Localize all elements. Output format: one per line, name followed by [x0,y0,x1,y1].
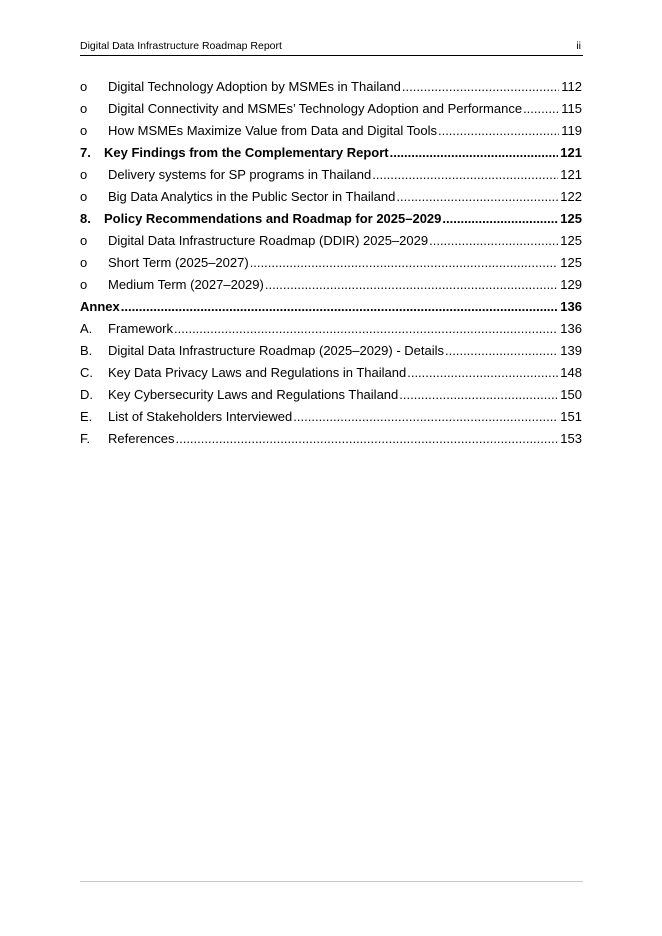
toc-entry-page-number: 119 [561,123,582,138]
toc-entry-title[interactable]: Key Data Privacy Laws and Regulations in Thailand [108,365,407,380]
toc-entry-page-number: 136 [560,321,582,336]
toc-entry-title[interactable]: Key Findings from the Complementary Report [104,145,389,160]
toc-entry-marker: C. [80,365,93,380]
toc-entry-page-number: 136 [560,299,582,314]
toc-entry[interactable] [80,76,582,98]
toc-entry-title[interactable]: How MSMEs Maximize Value from Data and Digital Tools [108,123,437,138]
toc-entry-page-number: 121 [560,145,582,160]
toc-entry[interactable] [80,428,582,450]
toc-entry-title[interactable]: Medium Term (2027–2029) [108,277,264,292]
toc-entry-title[interactable]: Policy Recommendations and Roadmap for 2025–2029 [104,211,442,226]
toc-entry-marker: o [80,79,88,94]
toc-entry-marker: o [80,189,88,204]
toc-entry-page-number: 129 [560,277,582,292]
toc-entry-title[interactable]: Key Cybersecurity Laws and Regulations Thailand [108,387,399,402]
toc-dot-leader [174,318,558,340]
toc-entry-page-number: 125 [560,255,582,270]
toc-entry-marker: D. [80,387,93,402]
toc-entry-page-number: 125 [560,233,582,248]
toc-entry-title[interactable]: Short Term (2025–2027) [108,255,249,270]
toc-entry-marker: o [80,255,88,270]
toc-entry-page-number: 121 [560,167,582,182]
header-title: Digital Data Infrastructure Roadmap Report [80,40,282,52]
toc-entry-page-number: 139 [560,343,582,358]
header-page-number: ii [576,40,581,52]
toc-entry-marker: 7. [80,145,91,160]
toc-entry-page-number: 148 [560,365,582,380]
toc-entry[interactable] [80,252,582,274]
toc-dot-leader [390,142,559,164]
toc-dot-leader [402,76,559,98]
toc-dot-leader [438,120,559,142]
toc-dot-leader [523,98,559,120]
toc-entry-marker: F. [80,431,91,446]
toc-entry[interactable] [80,318,582,340]
toc-entry-page-number: 151 [560,409,582,424]
page-header [80,40,583,56]
toc-entry-page-number: 115 [561,101,582,116]
toc-entry-title[interactable]: Big Data Analytics in the Public Sector in Thailand [108,189,396,204]
toc-dot-leader [442,208,558,230]
toc-entry-title[interactable]: Digital Technology Adoption by MSMEs in Thailand [108,79,401,94]
toc-dot-leader [407,362,558,384]
footer-divider [80,881,583,882]
toc-entry-title[interactable]: Annex [80,299,120,314]
toc-entry-marker: 8. [80,211,91,226]
toc-entry-title[interactable]: Digital Connectivity and MSMEs’ Technology Adoption and Performance [108,101,523,116]
toc-entry[interactable] [80,406,582,428]
table-of-contents [80,76,582,450]
toc-entry-page-number: 122 [560,189,582,204]
toc-entry-marker: E. [80,409,93,424]
toc-dot-leader [121,296,559,318]
toc-entry-page-number: 150 [560,387,582,402]
toc-entry-title[interactable]: Digital Data Infrastructure Roadmap (2025–2029) - Details [108,343,445,358]
toc-entry[interactable] [80,274,582,296]
toc-entry[interactable] [80,296,582,318]
toc-dot-leader [250,252,559,274]
toc-entry[interactable] [80,98,582,120]
toc-entry[interactable] [80,230,582,252]
toc-entry-page-number: 125 [560,211,582,226]
toc-entry-marker: A. [80,321,93,336]
toc-entry[interactable] [80,120,582,142]
toc-entry[interactable] [80,142,582,164]
toc-entry-marker: o [80,277,88,292]
toc-dot-leader [445,340,558,362]
toc-entry-marker: B. [80,343,93,358]
toc-dot-leader [429,230,558,252]
toc-dot-leader [175,428,558,450]
toc-entry[interactable] [80,362,582,384]
toc-entry-page-number: 153 [560,431,582,446]
toc-entry-marker: o [80,123,88,138]
toc-dot-leader [396,186,558,208]
toc-dot-leader [293,406,558,428]
toc-entry[interactable] [80,340,582,362]
toc-entry-title[interactable]: Framework [108,321,174,336]
toc-dot-leader [399,384,558,406]
toc-entry[interactable] [80,384,582,406]
toc-dot-leader [372,164,558,186]
toc-entry[interactable] [80,208,582,230]
toc-entry[interactable] [80,164,582,186]
toc-entry[interactable] [80,186,582,208]
toc-dot-leader [265,274,558,296]
toc-entry-marker: o [80,233,88,248]
toc-entry-title[interactable]: List of Stakeholders Interviewed [108,409,293,424]
toc-entry-title[interactable]: Digital Data Infrastructure Roadmap (DDIR) 2025–2029 [108,233,429,248]
toc-entry-title[interactable]: References [108,431,175,446]
toc-entry-page-number: 112 [561,79,582,94]
toc-entry-marker: o [80,167,88,182]
toc-entry-marker: o [80,101,88,116]
toc-entry-title[interactable]: Delivery systems for SP programs in Thailand [108,167,372,182]
